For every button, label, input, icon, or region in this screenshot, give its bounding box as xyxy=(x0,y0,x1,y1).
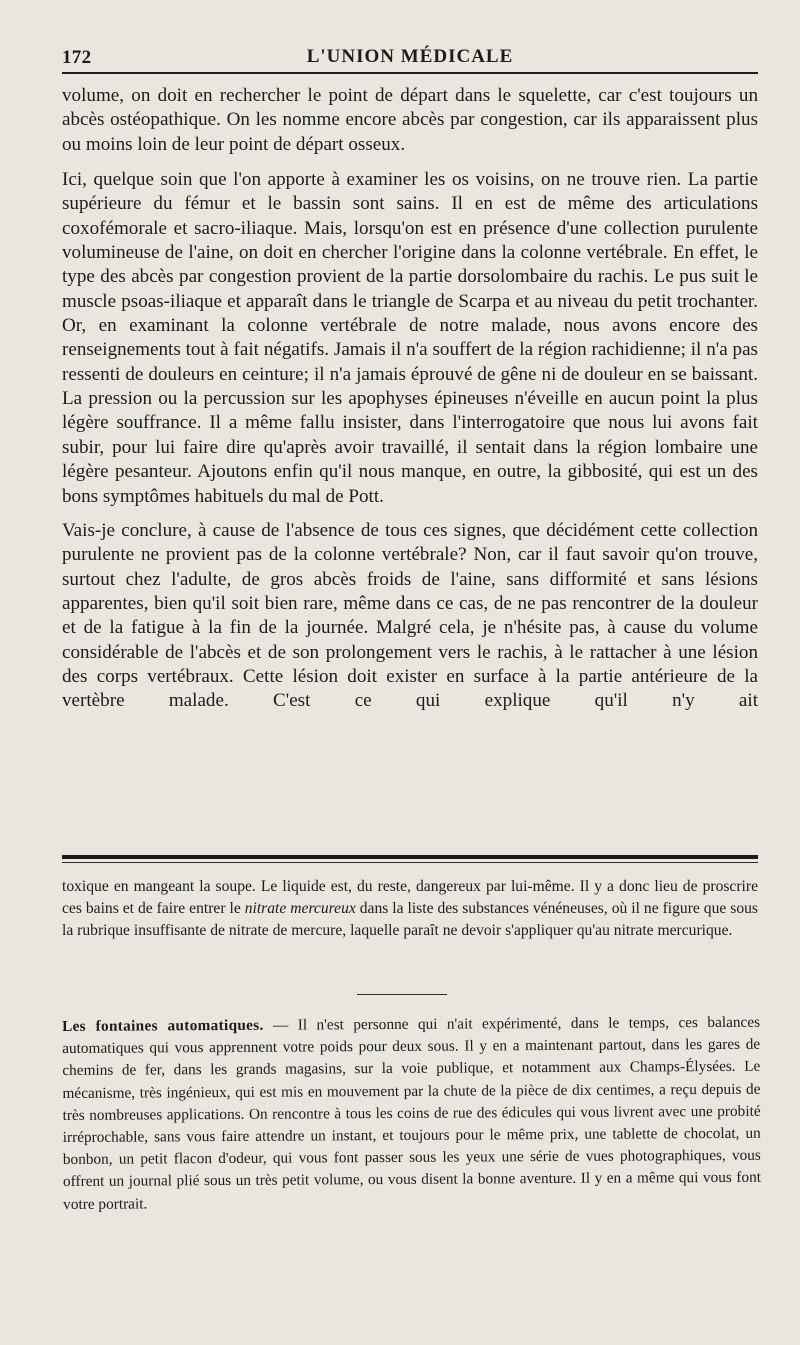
feuilleton-paragraph xyxy=(62,876,758,942)
main-paragraph-2: Ici, quelque soin que l'on apporte à examiner les os voisins, on ne trouve rien. La partie supérieure du fémur et le bassin sont sains. Il en est de même des articulations coxofémorale et sacro-iliaque. Mais, lorsqu'on est en présence d'une collection purulente volumineuse de l'aine, on doit en chercher l'origine dans la colonne vertébrale. En effet, le type des abcès par congestion provient de la partie dorsolombaire du rachis. Le pus suit le muscle psoas-iliaque et apparaît dans le triangle de Scarpa et au niveau du petit trochanter. Or, en examinant la colonne vertébrale de notre malade, nous avons encore des renseignements tout à fait négatifs. Jamais il n'a souffert de la région rachidienne; il n'a pas ressenti de douleurs en ceinture; il n'a jamais éprouvé de gêne ni de douleur en se baissant. La pression ou la percussion sur les apophyses épineuses n'éveille en aucun point la plus légère souffrance. Il a même fallu insister, dans l'interrogatoire que nous lui avons fait subir, pour lui faire dire qu'après avoir travaillé, il sentait dans la région lombaire une légère pesanteur. Ajoutons enfin qu'il nous manque, en outre, la gibbosité, qui est un des bons symptômes habituels du mal de Pott. xyxy=(62,169,758,507)
fontaines-section xyxy=(62,1012,761,1216)
main-article xyxy=(62,84,758,714)
main-paragraph-1: volume, on doit en rechercher le point de départ dans le squelette, car c'est toujours un abcès ostéopathique. On les nomme encore abcès par congestion, car ils apparaissent plus ou moins loin de leur point de départ osseux. xyxy=(62,85,758,155)
page-number: 172 xyxy=(62,47,92,68)
header-rule xyxy=(62,72,758,74)
feuilleton-separator xyxy=(62,855,758,861)
feuilleton-text-before: toxique en mangeant la soupe. Le liquide est, du reste, dangereux par lui-même. Il y a donc lieu de proscrire ces bains et de faire entrer le xyxy=(62,878,758,917)
fontaines-heading: Les fontaines automatiques. xyxy=(62,1016,264,1035)
separator-thick-rule xyxy=(62,855,758,859)
page-header xyxy=(62,38,758,72)
fontaines-paragraph xyxy=(62,1012,761,1216)
running-title: L'UNION MÉDICALE xyxy=(306,46,514,67)
separator-thin-rule xyxy=(62,862,758,863)
feuilleton-italic-term: nitrate mercureux xyxy=(244,900,356,917)
main-paragraph-3: Vais-je conclure, à cause de l'absence de tous ces signes, que décidément cette collection purulente ne provient pas de la colonne vertébrale? Non, car il faut savoir qu'on trouve, surtout chez l'adulte, de gros abcès froids de l'aine, sans difformité et sans lésions apparentes, bien qu'il soit bien rare, même dans ce cas, de ne pas rencontrer de la douleur et de la fatigue à la fin de la journée. Malgré cela, je n'hésite pas, à cause du volume considérable de l'abcès et de son prolongement vers le rachis, à le rattacher à une lésion des corps vertébraux. Cette lésion doit exister en surface à la partie antérieure de la vertèbre malade. C'est ce qui explique qu'il n'y ait xyxy=(62,519,758,712)
feuilleton-text xyxy=(62,876,758,942)
feuilleton-text-after: dans la liste des substances vénéneuses, où il ne figure que sous la rubrique insuffisante de nitrate de mercure, laquelle paraît ne devoir s'appliquer qu'au nitrate mercurique. xyxy=(62,900,758,939)
feuilleton-short-rule xyxy=(357,994,447,995)
fontaines-body: — Il n'est personne qui n'ait expérimenté, dans le temps, ces balances automatiques qui vous apprennent votre poids pour deux sous. Il y en a maintenant partout, dans les gares de chemins de fer, dans les grands magasins, sur la voie publique, et notamment aux Champs-Élysées. Le mécanisme, très ingénieux, qui est mis en mouvement par la chute de la pièce de dix centimes, a reçu depuis de très nombreuses applications. On rencontre à tous les coins de rue des édicules qui vous livrent avec une probité irréprochable, sans vous faire attendre un instant, et toujours pour le même prix, une tablette de chocolat, un bonbon, un petit flacon d'odeur, qui vous font passer sous les yeux une série de vues photographiques, vous offrent un journal plié sous un très petit volume, ou vous disent la bonne aventure. Il y en a même qui vous font votre portrait. xyxy=(62,1013,762,1213)
